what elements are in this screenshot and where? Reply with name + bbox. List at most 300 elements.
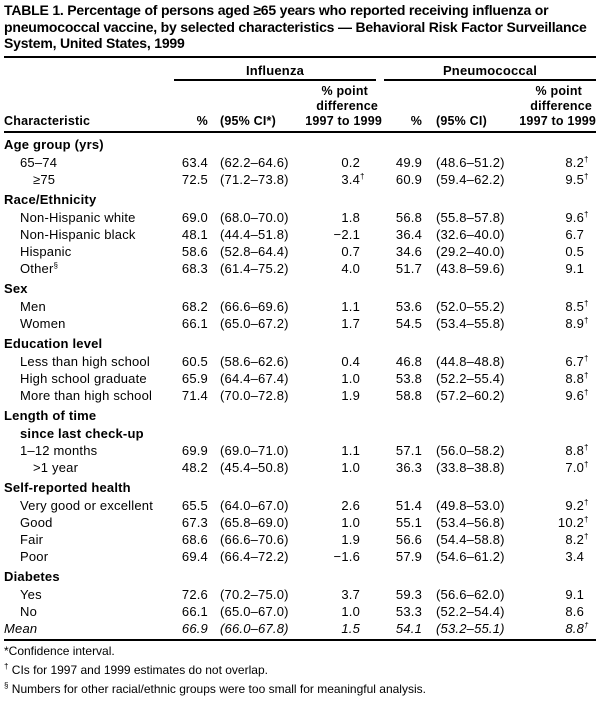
influenza-diff xyxy=(300,514,382,531)
influenza-pct-value: 48.1 xyxy=(181,226,208,242)
footnote-mark: * xyxy=(4,643,9,658)
label-text: ≥75 xyxy=(33,171,56,187)
characteristic-label: Other§ xyxy=(20,260,59,276)
influenza-ci xyxy=(208,387,300,404)
footnote-text: Confidence interval. xyxy=(8,643,115,658)
characteristic-label xyxy=(4,497,174,514)
pneumococcal-pct xyxy=(382,586,422,603)
influenza-ci-value: (66.6–69.6) xyxy=(220,298,289,314)
influenza-ci-value: (62.2–64.6) xyxy=(220,154,289,170)
section-header-continued: since last check-up xyxy=(20,425,144,441)
influenza-pct-value: 68.2 xyxy=(181,298,208,314)
characteristic-label xyxy=(4,603,174,620)
characteristic-label xyxy=(4,154,174,171)
pneumococcal-ci-value: (54.4–58.8) xyxy=(436,531,505,547)
pneumococcal-ci xyxy=(422,459,514,476)
table-row xyxy=(4,209,596,226)
section-header: Self-reported health xyxy=(4,479,131,495)
label-text: Hispanic xyxy=(20,243,72,259)
influenza-diff xyxy=(300,531,382,548)
header-line: % point xyxy=(535,83,583,98)
pneumococcal-diff xyxy=(514,243,596,260)
influenza-pct-value: 66.1 xyxy=(181,603,208,619)
header-line: difference xyxy=(530,98,593,113)
influenza-diff: 3.4† xyxy=(341,171,365,187)
influenza-pct-value: 63.4 xyxy=(181,154,208,170)
pneumococcal-pct-value: 57.1 xyxy=(395,442,423,458)
characteristic-label xyxy=(4,387,174,404)
pneumococcal-ci-value: (59.4–62.2) xyxy=(436,171,505,187)
group-header-pneumococcal xyxy=(382,58,596,81)
section-header-row xyxy=(4,188,596,209)
influenza-diff-value: 1.9 xyxy=(341,531,361,547)
influenza-diff-value: 4.0 xyxy=(341,260,361,276)
influenza-pct-value: 69.0 xyxy=(181,209,208,225)
pneumococcal-diff-value: 0.5 xyxy=(565,243,585,259)
section-header-row xyxy=(4,277,596,298)
influenza-pct xyxy=(174,497,208,514)
influenza-ci xyxy=(208,548,300,565)
influenza-diff-value: 1.0 xyxy=(341,459,361,475)
table-row xyxy=(4,370,596,387)
pneumococcal-diff-value: 8.8 xyxy=(565,442,585,458)
influenza-diff xyxy=(300,260,382,277)
pneumococcal-ci xyxy=(422,387,514,404)
pneumococcal-ci xyxy=(422,442,514,459)
influenza-pct xyxy=(174,548,208,565)
pneumococcal-ci xyxy=(422,531,514,548)
influenza-diff xyxy=(300,620,382,640)
pneumococcal-ci-value: (56.6–62.0) xyxy=(436,586,505,602)
pneumococcal-diff-value: 9.6 xyxy=(565,209,585,225)
influenza-pct-value: 67.3 xyxy=(181,514,208,530)
pneumococcal-pct-value: 53.8 xyxy=(395,370,423,386)
influenza-ci-value: (68.0–70.0) xyxy=(220,209,289,225)
influenza-ci xyxy=(208,226,300,243)
influenza-diff-value: 0.2 xyxy=(341,154,361,170)
influenza-diff-value: 1.8 xyxy=(341,209,361,225)
pneumococcal-ci xyxy=(422,548,514,565)
influenza-diff xyxy=(300,370,382,387)
pneumococcal-ci-value: (52.2–54.4) xyxy=(436,603,505,619)
influenza-pct-value: 69.9 xyxy=(181,442,208,458)
characteristic-label xyxy=(4,171,174,188)
pneumococcal-diff-value: 9.6 xyxy=(565,387,585,403)
influenza-diff-value: −2.1 xyxy=(333,226,361,242)
section-header-row xyxy=(4,476,596,497)
pneumococcal-diff-value: 9.2 xyxy=(565,497,585,513)
footnote-mark: † xyxy=(4,661,9,671)
pneumococcal-ci-value: (32.6–40.0) xyxy=(436,226,505,242)
influenza-ci-value: (44.4–51.8) xyxy=(220,226,289,242)
table-row xyxy=(4,548,596,565)
influenza-ci xyxy=(208,586,300,603)
influenza-pct-value: 69.4 xyxy=(181,548,208,564)
label-text: Non-Hispanic white xyxy=(20,209,136,225)
influenza-diff-value: 1.5 xyxy=(341,620,361,636)
footnote xyxy=(4,659,596,678)
influenza-ci-value: (64.4–67.4) xyxy=(220,370,289,386)
influenza-pct xyxy=(174,586,208,603)
pneumococcal-diff-value: 8.5 xyxy=(565,298,585,314)
influenza-diff xyxy=(300,298,382,315)
pneumococcal-diff: 8.8† xyxy=(514,620,596,640)
pneumococcal-diff-value: 8.8 xyxy=(565,370,585,386)
label-text: Men xyxy=(20,298,46,314)
influenza-pct xyxy=(174,370,208,387)
pneumococcal-ci xyxy=(422,226,514,243)
pneumococcal-diff-value: 10.2 xyxy=(557,514,585,530)
influenza-pct xyxy=(174,315,208,332)
influenza-pct-value: 58.6 xyxy=(181,243,208,259)
label-text: Good xyxy=(20,514,53,530)
influenza-diff xyxy=(300,459,382,476)
table-row xyxy=(4,298,596,315)
influenza-ci xyxy=(208,497,300,514)
pneumococcal-pct-value: 56.6 xyxy=(395,531,423,547)
pneumococcal-diff-value: 6.7 xyxy=(565,226,585,242)
influenza-ci xyxy=(208,353,300,370)
pneumococcal-ci-value: (49.8–53.0) xyxy=(436,497,505,513)
characteristic-label xyxy=(4,243,174,260)
section-header-row xyxy=(4,565,596,586)
influenza-diff xyxy=(300,209,382,226)
pneumococcal-pct-value: 46.8 xyxy=(395,353,423,369)
influenza-diff xyxy=(300,387,382,404)
influenza-ci xyxy=(208,315,300,332)
pneumococcal-pct-value: 57.9 xyxy=(395,548,423,564)
pneumococcal-diff xyxy=(514,548,596,565)
pneumococcal-diff: 9.6† xyxy=(565,387,589,403)
pneumococcal-pct xyxy=(382,226,422,243)
pneumococcal-diff-value: 9.5 xyxy=(565,171,585,187)
pneumococcal-pct-value: 49.9 xyxy=(395,154,423,170)
influenza-ci-value: (52.8–64.4) xyxy=(220,243,289,259)
header-inf-diff xyxy=(300,81,382,132)
influenza-diff-value: 1.0 xyxy=(341,370,361,386)
influenza-ci xyxy=(208,209,300,226)
pneumococcal-ci-value: (53.2–55.1) xyxy=(436,620,505,636)
pneumococcal-diff-value: 7.0 xyxy=(565,459,585,475)
table-row xyxy=(4,442,596,459)
pneumococcal-pct-value: 54.5 xyxy=(395,315,423,331)
pneumococcal-pct xyxy=(382,209,422,226)
influenza-ci-value: (66.4–72.2) xyxy=(220,548,289,564)
pneumococcal-pct xyxy=(382,497,422,514)
label-text: High school graduate xyxy=(20,370,147,386)
label-text: 65–74 xyxy=(20,154,58,170)
influenza-ci-value: (66.6–70.6) xyxy=(220,531,289,547)
label-text: Less than high school xyxy=(20,353,150,369)
data-table xyxy=(4,58,596,641)
pneumococcal-ci-value: (52.0–55.2) xyxy=(436,298,505,314)
pneumococcal-diff xyxy=(514,260,596,277)
label-text: >1 year xyxy=(33,459,79,475)
section-header-row xyxy=(4,404,596,425)
pneumococcal-pct xyxy=(382,171,422,188)
influenza-ci-value: (66.0–67.8) xyxy=(220,620,289,636)
footnote-text: CIs for 1997 and 1999 estimates do not overlap. xyxy=(8,662,268,677)
label-text: Yes xyxy=(20,586,42,602)
influenza-diff-value: 1.1 xyxy=(341,442,361,458)
influenza-pct xyxy=(174,226,208,243)
pneumococcal-ci-value: (55.8–57.8) xyxy=(436,209,505,225)
influenza-pct xyxy=(174,442,208,459)
table-row xyxy=(4,603,596,620)
table-row xyxy=(4,154,596,171)
table-row xyxy=(4,531,596,548)
influenza-ci-value: (58.6–62.6) xyxy=(220,353,289,369)
influenza-pct-value: 71.4 xyxy=(181,387,208,403)
section-header: Diabetes xyxy=(4,568,60,584)
pneumococcal-ci xyxy=(422,171,514,188)
footnote-text: Numbers for other racial/ethnic groups were too small for meaningful analysis. xyxy=(8,681,426,696)
section-header-row xyxy=(4,332,596,353)
influenza-diff xyxy=(300,315,382,332)
pneumococcal-diff xyxy=(514,226,596,243)
pneumococcal-underline: Pneumococcal xyxy=(384,63,596,81)
pneumococcal-ci xyxy=(422,154,514,171)
pneumococcal-diff: 8.8† xyxy=(565,370,589,386)
influenza-diff-value: 1.7 xyxy=(341,315,361,331)
pneumococcal-diff: 9.2† xyxy=(565,497,589,513)
section-header: Sex xyxy=(4,280,28,296)
characteristic-label xyxy=(4,353,174,370)
pneumococcal-ci xyxy=(422,243,514,260)
influenza-ci-value: (45.4–50.8) xyxy=(220,459,289,475)
pneumococcal-ci-value: (52.2–55.4) xyxy=(436,370,505,386)
characteristic-label xyxy=(4,370,174,387)
label-text: Poor xyxy=(20,548,49,564)
header-pn-pct: % xyxy=(382,81,422,132)
pneumococcal-pct-value: 36.4 xyxy=(395,226,423,242)
characteristic-label xyxy=(4,531,174,548)
pneumococcal-pct-value: 36.3 xyxy=(395,459,423,475)
pneumococcal-diff-value: 3.4 xyxy=(565,548,585,564)
pneumococcal-ci xyxy=(422,603,514,620)
influenza-diff xyxy=(300,603,382,620)
influenza-pct-value: 72.5 xyxy=(181,171,208,187)
section-header: Race/Ethnicity xyxy=(4,191,97,207)
pneumococcal-diff: 9.6† xyxy=(565,209,589,225)
pneumococcal-ci-value: (54.6–61.2) xyxy=(436,548,505,564)
footnotes xyxy=(4,644,596,697)
pneumococcal-diff-value: 8.6 xyxy=(565,603,585,619)
section-header: Education level xyxy=(4,335,103,351)
influenza-ci-value: (70.2–75.0) xyxy=(220,586,289,602)
influenza-pct-value: 60.5 xyxy=(181,353,208,369)
pneumococcal-pct xyxy=(382,459,422,476)
footnote xyxy=(4,644,596,659)
pneumococcal-pct-value: 51.4 xyxy=(395,497,423,513)
influenza-ci xyxy=(208,603,300,620)
pneumococcal-ci xyxy=(422,370,514,387)
pneumococcal-diff: 8.8† xyxy=(565,442,589,458)
pneumococcal-ci-value: (43.8–59.6) xyxy=(436,260,505,276)
pneumococcal-pct xyxy=(382,353,422,370)
influenza-ci xyxy=(208,370,300,387)
influenza-diff-value: −1.6 xyxy=(333,548,361,564)
influenza-pct xyxy=(174,260,208,277)
pneumococcal-pct xyxy=(382,243,422,260)
influenza-ci-value: (65.0–67.2) xyxy=(220,315,289,331)
pneumococcal-diff: 8.2† xyxy=(565,531,589,547)
influenza-ci xyxy=(208,459,300,476)
pneumococcal-diff-value: 8.8 xyxy=(565,620,585,636)
pneumococcal-pct xyxy=(382,387,422,404)
label-text: Non-Hispanic black xyxy=(20,226,136,242)
pneumococcal-diff-value: 8.2 xyxy=(565,154,585,170)
characteristic-label xyxy=(4,442,174,459)
group-header-spacer xyxy=(4,58,174,81)
influenza-underline: Influenza xyxy=(174,63,376,81)
footnote-mark: § xyxy=(4,680,9,690)
influenza-ci xyxy=(208,531,300,548)
table-row xyxy=(4,514,596,531)
influenza-diff xyxy=(300,353,382,370)
table-title: TABLE 1. Percentage of persons aged ≥65 years who reported receiving influenza or pneumococcal vaccine, by selected characteristics — Behavioral Risk Factor Surveillance System, United States, 1999 xyxy=(4,2,587,51)
influenza-ci xyxy=(208,154,300,171)
table-row xyxy=(4,353,596,370)
pneumococcal-pct-value: 53.6 xyxy=(395,298,423,314)
influenza-ci-value: (70.0–72.8) xyxy=(220,387,289,403)
pneumococcal-pct-value: 51.7 xyxy=(395,260,423,276)
influenza-diff xyxy=(300,154,382,171)
pneumococcal-ci-value: (53.4–56.8) xyxy=(436,514,505,530)
table-row xyxy=(4,315,596,332)
influenza-diff-value: 0.7 xyxy=(341,243,361,259)
influenza-diff-value: 1.1 xyxy=(341,298,361,314)
pneumococcal-diff: 9.5† xyxy=(565,171,589,187)
influenza-ci xyxy=(208,442,300,459)
pneumococcal-pct xyxy=(382,315,422,332)
pneumococcal-pct-value: 59.3 xyxy=(395,586,423,602)
pneumococcal-ci xyxy=(422,353,514,370)
influenza-pct-value: 72.6 xyxy=(181,586,208,602)
influenza-pct xyxy=(174,459,208,476)
pneumococcal-ci xyxy=(422,514,514,531)
pneumococcal-diff: 8.5† xyxy=(565,298,589,314)
influenza-pct xyxy=(174,514,208,531)
influenza-pct-value: 48.2 xyxy=(181,459,208,475)
influenza-pct-value: 68.3 xyxy=(181,260,208,276)
influenza-pct xyxy=(174,171,208,188)
pneumococcal-diff: 8.9† xyxy=(565,315,589,331)
characteristic-label xyxy=(4,586,174,603)
pneumococcal-ci xyxy=(422,315,514,332)
characteristic-label xyxy=(4,620,174,640)
influenza-diff xyxy=(300,548,382,565)
label-text: Other xyxy=(20,260,54,276)
influenza-pct-value: 68.6 xyxy=(181,531,208,547)
pneumococcal-pct xyxy=(382,298,422,315)
influenza-ci-value: (69.0–71.0) xyxy=(220,442,289,458)
influenza-pct-value: 66.9 xyxy=(181,620,208,636)
header-line: 1997 to 1999 xyxy=(305,113,383,128)
influenza-diff xyxy=(300,586,382,603)
influenza-pct xyxy=(174,603,208,620)
pneumococcal-diff-value: 8.9 xyxy=(565,315,585,331)
influenza-diff-value: 1.0 xyxy=(341,514,361,530)
influenza-ci-value: (65.0–67.0) xyxy=(220,603,289,619)
influenza-ci-value: (71.2–73.8) xyxy=(220,171,289,187)
pneumococcal-pct xyxy=(382,442,422,459)
characteristic-label xyxy=(4,514,174,531)
influenza-pct xyxy=(174,531,208,548)
header-pn-ci: (95% CI) xyxy=(422,81,514,132)
pneumococcal-ci-value: (29.2–40.0) xyxy=(436,243,505,259)
pneumococcal-ci xyxy=(422,209,514,226)
label-text: No xyxy=(20,603,38,619)
footnote xyxy=(4,678,596,697)
pneumococcal-ci xyxy=(422,260,514,277)
pneumococcal-ci-value: (33.8–38.8) xyxy=(436,459,505,475)
influenza-diff-value: 0.4 xyxy=(341,353,361,369)
header-characteristic: Characteristic xyxy=(4,81,174,132)
influenza-diff xyxy=(300,226,382,243)
section-header-row xyxy=(4,132,596,154)
influenza-pct xyxy=(174,298,208,315)
pneumococcal-diff-value: 9.1 xyxy=(565,260,585,276)
pneumococcal-diff: 7.0† xyxy=(565,459,589,475)
table-row xyxy=(4,226,596,243)
characteristic-label xyxy=(4,315,174,332)
pneumococcal-ci-value: (48.6–51.2) xyxy=(436,154,505,170)
characteristic-label xyxy=(4,298,174,315)
pneumococcal-ci xyxy=(422,620,514,640)
influenza-pct xyxy=(174,620,208,640)
influenza-diff-value: 2.6 xyxy=(341,497,361,513)
pneumococcal-pct xyxy=(382,548,422,565)
table-row xyxy=(4,171,596,188)
influenza-diff xyxy=(300,243,382,260)
pneumococcal-pct-value: 55.1 xyxy=(395,514,423,530)
pneumococcal-diff: 10.2† xyxy=(557,514,589,530)
section-header: Length of time xyxy=(4,407,97,423)
influenza-pct xyxy=(174,209,208,226)
influenza-ci-value: (65.8–69.0) xyxy=(220,514,289,530)
influenza-ci xyxy=(208,260,300,277)
influenza-diff xyxy=(300,497,382,514)
pneumococcal-pct xyxy=(382,260,422,277)
pneumococcal-pct xyxy=(382,514,422,531)
pneumococcal-diff-value: 9.1 xyxy=(565,586,585,602)
table-row xyxy=(4,260,596,277)
pneumococcal-pct-value: 54.1 xyxy=(395,620,423,636)
influenza-ci-value: (64.0–67.0) xyxy=(220,497,289,513)
influenza-pct xyxy=(174,387,208,404)
pneumococcal-pct xyxy=(382,370,422,387)
pneumococcal-pct xyxy=(382,154,422,171)
header-pn-diff xyxy=(514,81,596,132)
table-row xyxy=(4,497,596,514)
label-text: More than high school xyxy=(20,387,153,403)
influenza-ci xyxy=(208,171,300,188)
pneumococcal-ci xyxy=(422,497,514,514)
column-header-row xyxy=(4,81,596,132)
mean-row xyxy=(4,620,596,640)
table-row xyxy=(4,387,596,404)
influenza-pct-value: 65.5 xyxy=(181,497,208,513)
section-header: Age group (yrs) xyxy=(4,136,104,152)
section-header-row xyxy=(4,425,596,442)
group-header-influenza xyxy=(174,58,382,81)
influenza-diff-value: 1.0 xyxy=(341,603,361,619)
pneumococcal-pct xyxy=(382,603,422,620)
pneumococcal-diff xyxy=(514,586,596,603)
label-text: Mean xyxy=(4,620,38,636)
table-row xyxy=(4,586,596,603)
